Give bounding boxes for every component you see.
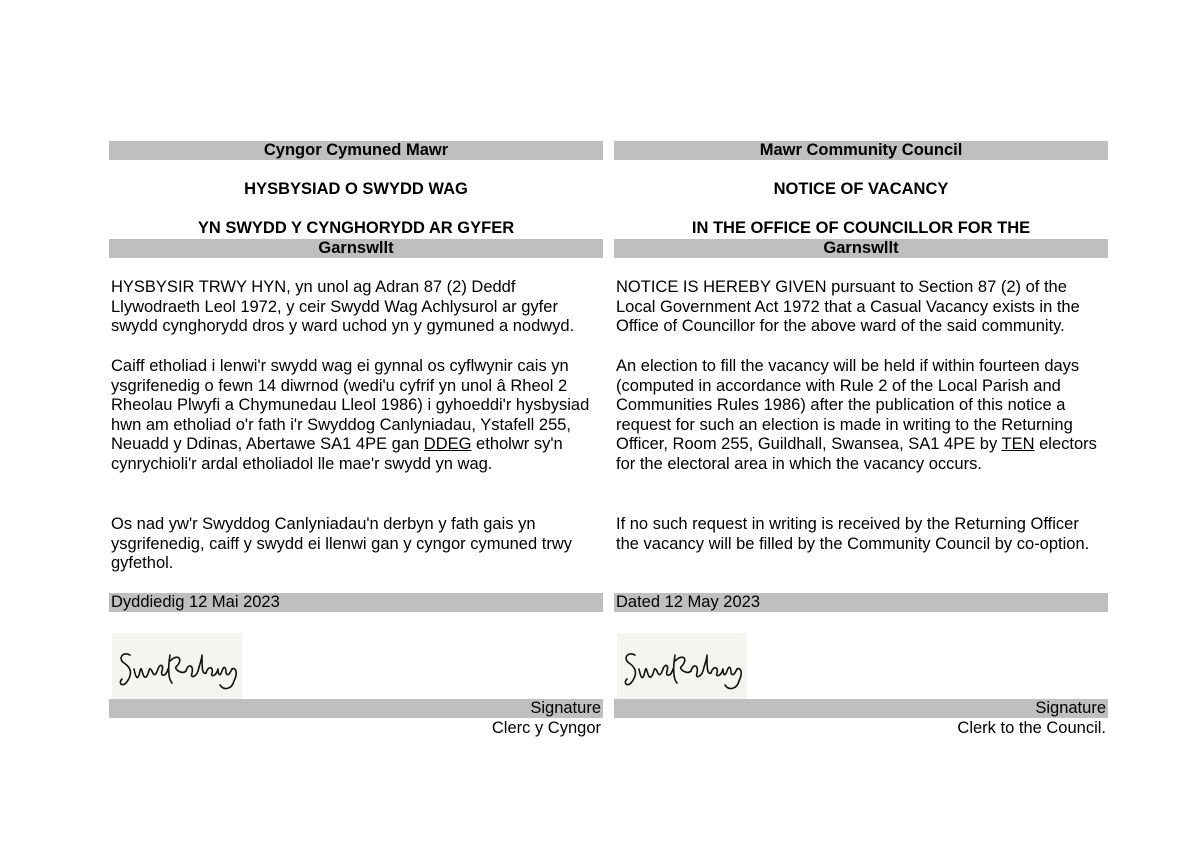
signature-icon <box>112 633 242 700</box>
english-council-name: Mawr Community Council <box>614 141 1108 160</box>
english-signature-image <box>617 633 747 700</box>
welsh-signature-image <box>112 633 242 700</box>
welsh-paragraph-2-text-after: etholwr sy'n cynrychioli'r ardal etholiadol lle mae'r swydd yn wag. <box>111 435 563 473</box>
welsh-ward-name: Garnswllt <box>109 239 603 258</box>
welsh-office-line: YN SWYDD Y CYNGHORYDD AR GYFER <box>197 219 515 237</box>
welsh-clerk-title: Clerc y Cyngor <box>491 719 601 737</box>
welsh-electors-count: DDEG <box>423 435 472 454</box>
english-paragraph-2-text-before: An election to fill the vacancy will be held if within fourteen days (computed in accordance with Rule 2 of the Local Parish and Communities Rules 1986) after the publication of this notice a request for such an election is made in writing to the Returning Officer, Room 255, Guildhall, Swansea, SA1 4PE by <box>616 357 1080 454</box>
welsh-notice-title: HYSBYSIAD O SWYDD WAG <box>244 180 468 198</box>
welsh-signature-label: Signature <box>109 699 603 718</box>
english-office-line: IN THE OFFICE OF COUNCILLOR FOR THE <box>691 219 1031 237</box>
welsh-dated: Dyddiedig 12 Mai 2023 <box>109 593 603 612</box>
english-ward-name: Garnswllt <box>614 239 1108 258</box>
welsh-paragraph-1: HYSBYSIR TRWY HYN, yn unol ag Adran 87 (2) Deddf Llywodraeth Leol 1972, y ceir Swydd Wag Achlysurol ar gyfer swydd cynghorydd dros y ward uchod yn y gymuned a nodwyd. <box>111 278 575 336</box>
english-electors-count: TEN <box>1001 435 1035 454</box>
english-paragraph-1: NOTICE IS HEREBY GIVEN pursuant to Section 87 (2) of the Local Government Act 1972 that a Casual Vacancy exists in the Office of Councillor for the above ward of the said community. <box>616 278 1080 336</box>
english-clerk-title: Clerk to the Council. <box>957 719 1106 737</box>
english-paragraph-2-text-after: electors for the electoral area in which the vacancy occurs. <box>616 435 1097 473</box>
welsh-paragraph-2-text-before: Caiff etholiad i lenwi'r swydd wag ei gynnal os cyflwynir cais yn ysgrifenedig o fewn 14 diwrnod (wedi'u cyfrif yn unol â Rheol 2 Rheolau Plwyfi a Chymunedau Lleol 1986) i gyhoeddi'r hysbysiad hwn am etholiad o'r fath i'r Swyddog Canlyniadau, Ystafell 255, Neuadd y Ddinas, Abertawe SA1 4PE gan <box>111 357 590 454</box>
welsh-paragraph-3: Os nad yw'r Swyddog Canlyniadau'n derbyn y fath gais yn ysgrifenedig, caiff y swydd ei llenwi gan y cyngor cymuned trwy gyfethol. <box>111 515 572 573</box>
welsh-paragraph-2 <box>109 357 603 475</box>
english-dated: Dated 12 May 2023 <box>614 593 1108 612</box>
english-paragraph-2 <box>614 357 1108 475</box>
english-signature-label: Signature <box>614 699 1108 718</box>
english-notice-title: NOTICE OF VACANCY <box>773 180 949 198</box>
welsh-council-name: Cyngor Cymuned Mawr <box>109 141 603 160</box>
signature-icon <box>617 633 747 700</box>
english-paragraph-3: If no such request in writing is received by the Returning Officer the vacancy will be filled by the Community Council by co-option. <box>616 515 1090 553</box>
